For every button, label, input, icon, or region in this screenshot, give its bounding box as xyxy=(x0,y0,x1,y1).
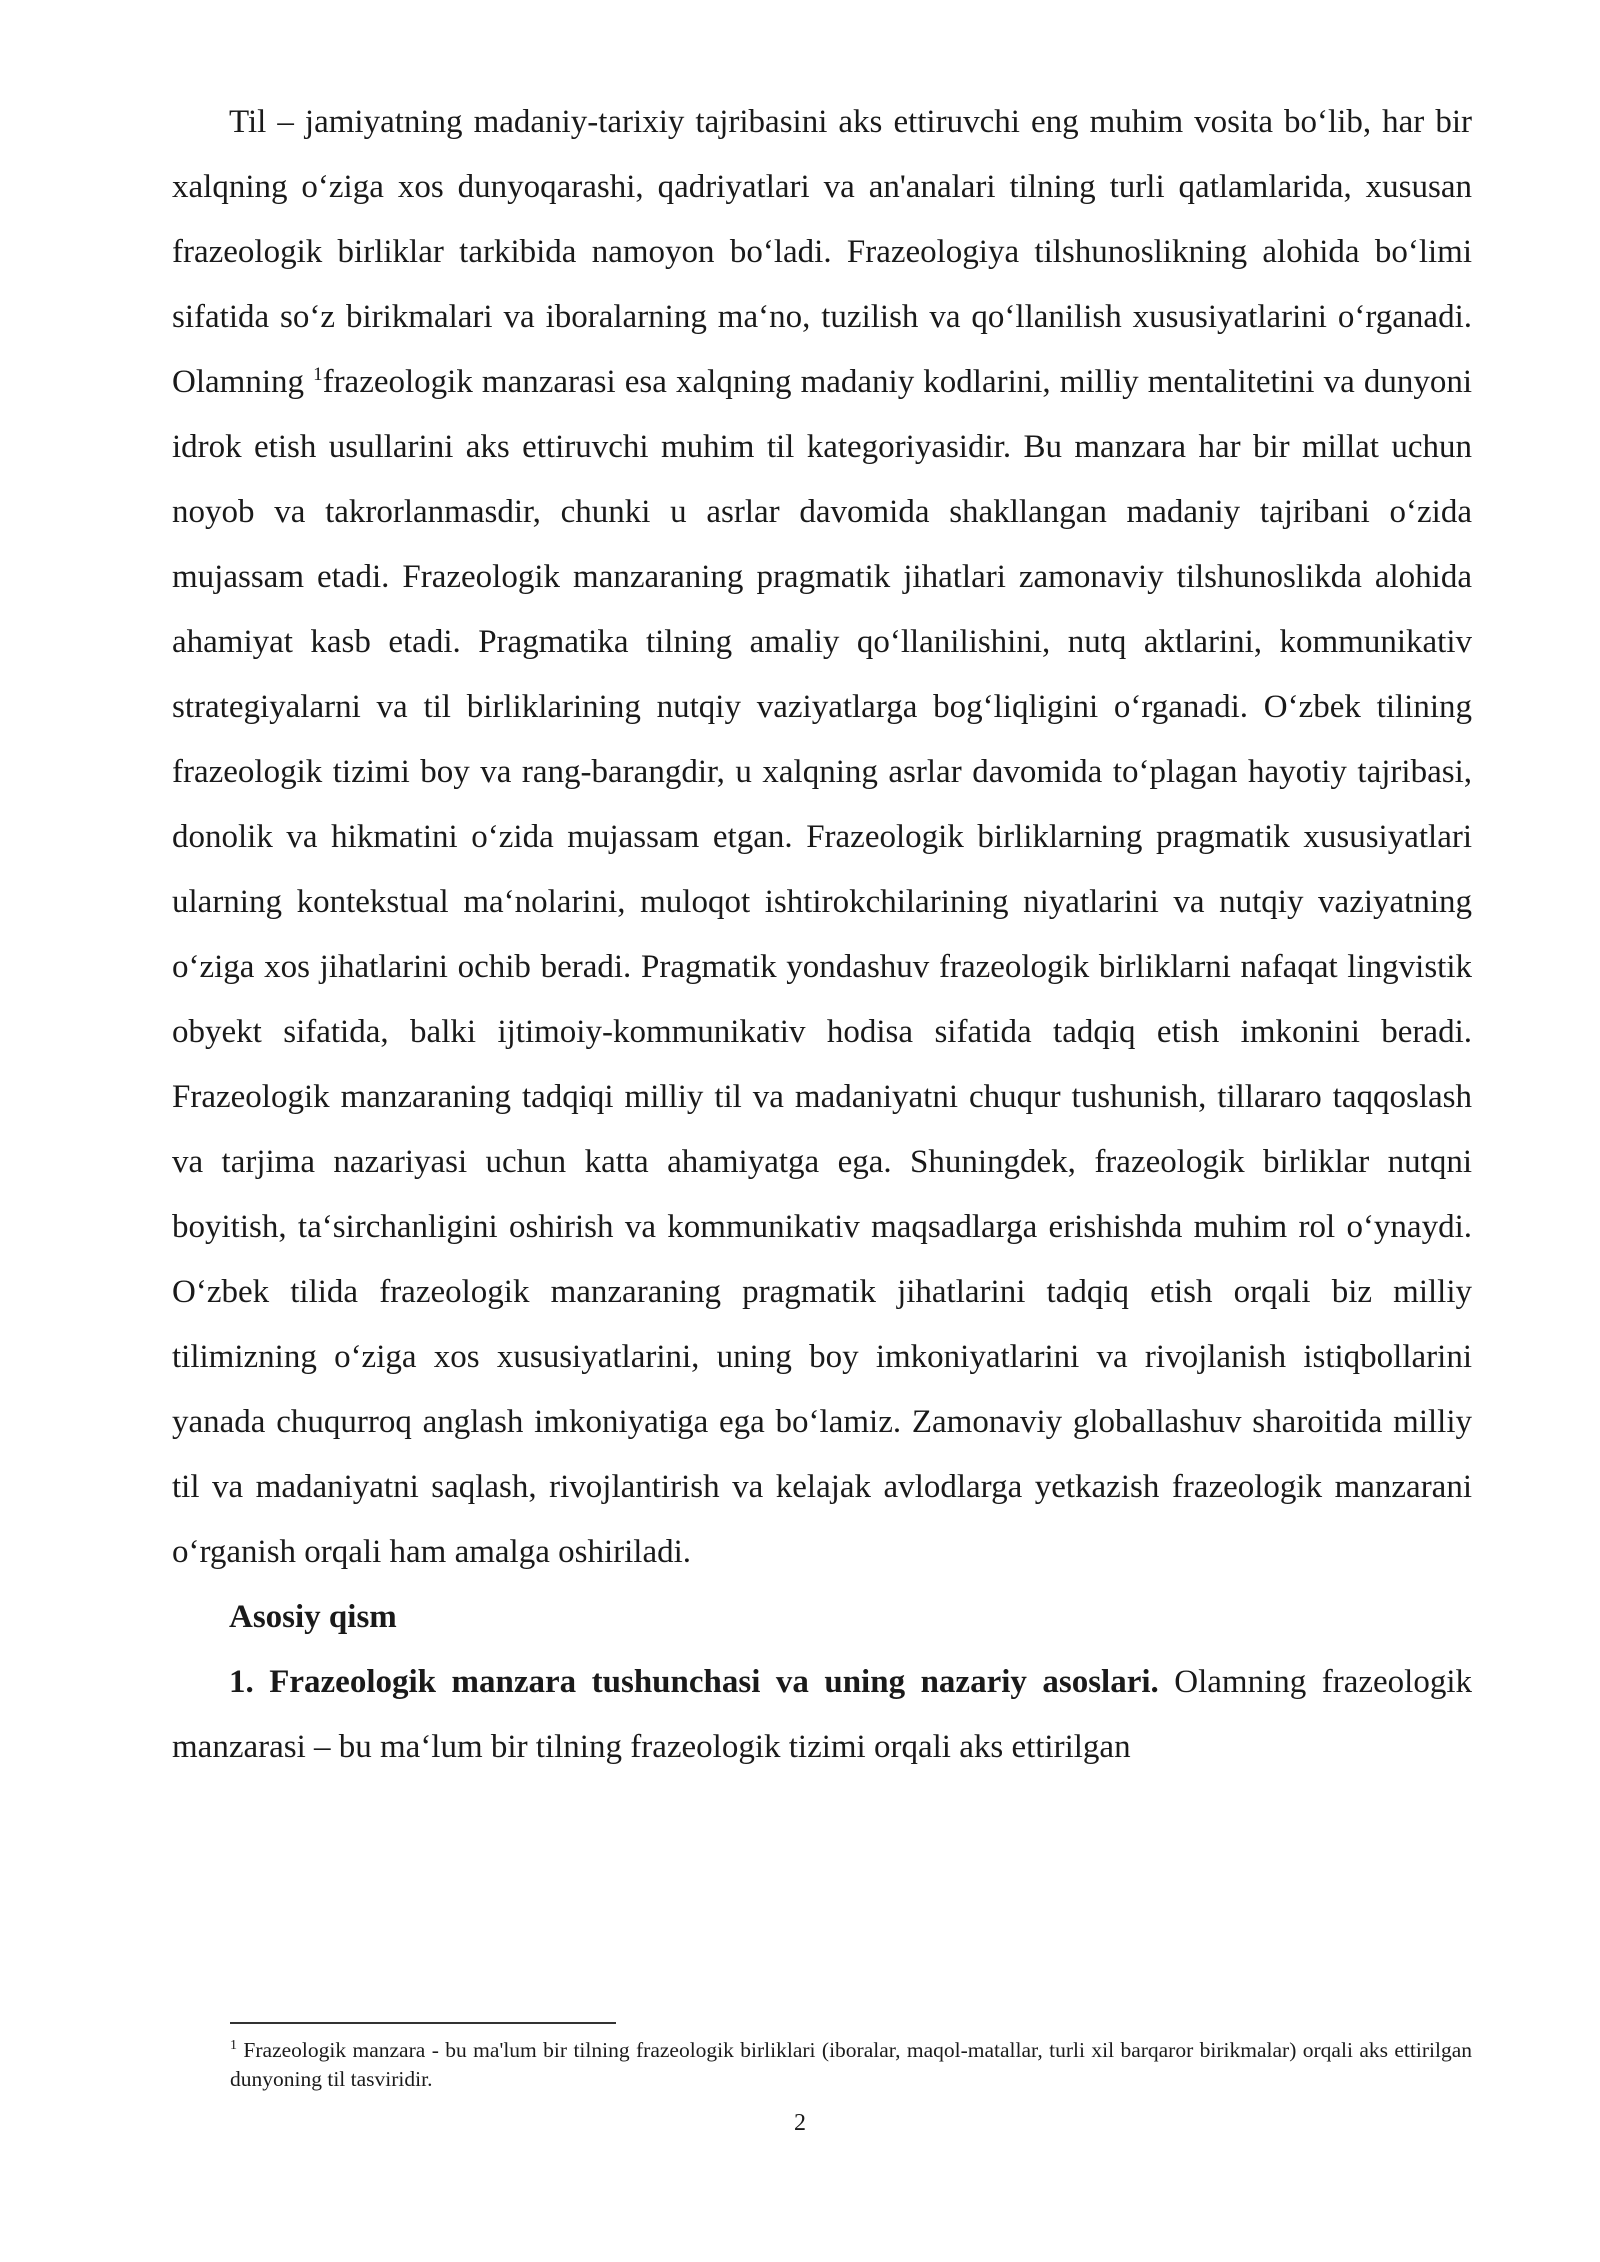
intro-paragraph xyxy=(172,90,1472,1585)
section-heading: Asosiy qism xyxy=(229,1599,397,1635)
footnote-text: Frazeologik manzara - bu ma'lum bir tilning frazeologik birliklari (iboralar, maqol-matallar, turli xil barqaror birikmalar) orqali aks ettirilgan dunyoning til tasviridir. xyxy=(230,2038,1472,2091)
footnote-mark: 1 xyxy=(230,2037,237,2053)
footnote-reference-mark[interactable]: 1 xyxy=(313,364,323,385)
page-number: 2 xyxy=(794,2110,806,2136)
subsection-text: Olamning frazeologik manzarasi – bu ma‘lum bir tilning frazeologik tizimi orqali aks ettirilgan xyxy=(172,1664,1472,1765)
footnote xyxy=(230,2036,1472,2094)
intro-text-before-reference: Til – jamiyatning madaniy-tarixiy tajribasini aks ettiruvchi eng muhim vosita bo‘lib, har bir xalqning o‘ziga xos dunyoqarashi, qadriyatlari va an'analari tilning turli qatlamlarida, xususan frazeologik birliklar tarkibida namoyon bo‘ladi. Frazeologiya tilshunoslikning alohida bo‘limi sifatida so‘z birikmalari va iboralarning ma‘no, tuzilish va qo‘llanilish xususiyatlarini o‘rganadi. Olamning xyxy=(172,104,1472,400)
subsection-title: 1. Frazeologik manzara tushunchasi va uning nazariy asoslari. xyxy=(229,1664,1159,1700)
document-body xyxy=(172,90,1472,1780)
subsection-paragraph xyxy=(172,1650,1472,1780)
footnote-separator xyxy=(230,2022,616,2024)
intro-text-after-reference: frazeologik manzarasi esa xalqning madaniy kodlarini, milliy mentalitetini va dunyoni idrok etish usullarini aks ettiruvchi muhim til kategoriyasidir. Bu manzara har bir millat uchun noyob va takrorlanmasdir, chunki u asrlar davomida shakllangan madaniy tajribani o‘zida mujassam etadi. Frazeologik manzaraning pragmatik jihatlari zamonaviy tilshunoslikda alohida ahamiyat kasb etadi. Pragmatika tilning amaliy qo‘llanilishini, nutq aktlarini, kommunikativ strategiyalarni va til birliklarining nutqiy vaziyatlarga bog‘liqligini o‘rganadi. O‘zbek tilining frazeologik tizimi boy va rang-barangdir, u xalqning asrlar davomida to‘plagan hayotiy tajribasi, donolik va hikmatini o‘zida mujassam etgan. Frazeologik birliklarning pragmatik xususiyatlari ularning kontekstual ma‘nolarini, muloqot ishtirokchilarining niyatlarini va nutqiy vaziyatning o‘ziga xos jihatlarini ochib beradi. Pragmatik yondashuv frazeologik birliklarni nafaqat lingvistik obyekt sifatida, balki ijtimoiy-kommunikativ hodisa sifatida tadqiq etish imkonini beradi. Frazeologik manzaraning tadqiqi milliy til va madaniyatni chuqur tushunish, tillararo taqqoslash va tarjima nazariyasi uchun katta ahamiyatga ega. Shuningdek, frazeologik birliklar nutqni boyitish, ta‘sirchanligini oshirish va kommunikativ maqsadlarga erishishda muhim rol o‘ynaydi. O‘zbek tilida frazeologik manzaraning pragmatik jihatlarini tadqiq etish orqali biz milliy tilimizning o‘ziga xos xususiyatlarini, uning boy imkoniyatlarini va rivojlanish istiqbollarini yanada chuqurroq anglash imkoniyatiga ega bo‘lamiz. Zamonaviy globallashuv sharoitida milliy til va madaniyatni saqlash, rivojlantirish va kelajak avlodlarga yetkazish frazeologik manzarani o‘rganish orqali ham amalga oshiriladi. xyxy=(172,364,1472,1570)
